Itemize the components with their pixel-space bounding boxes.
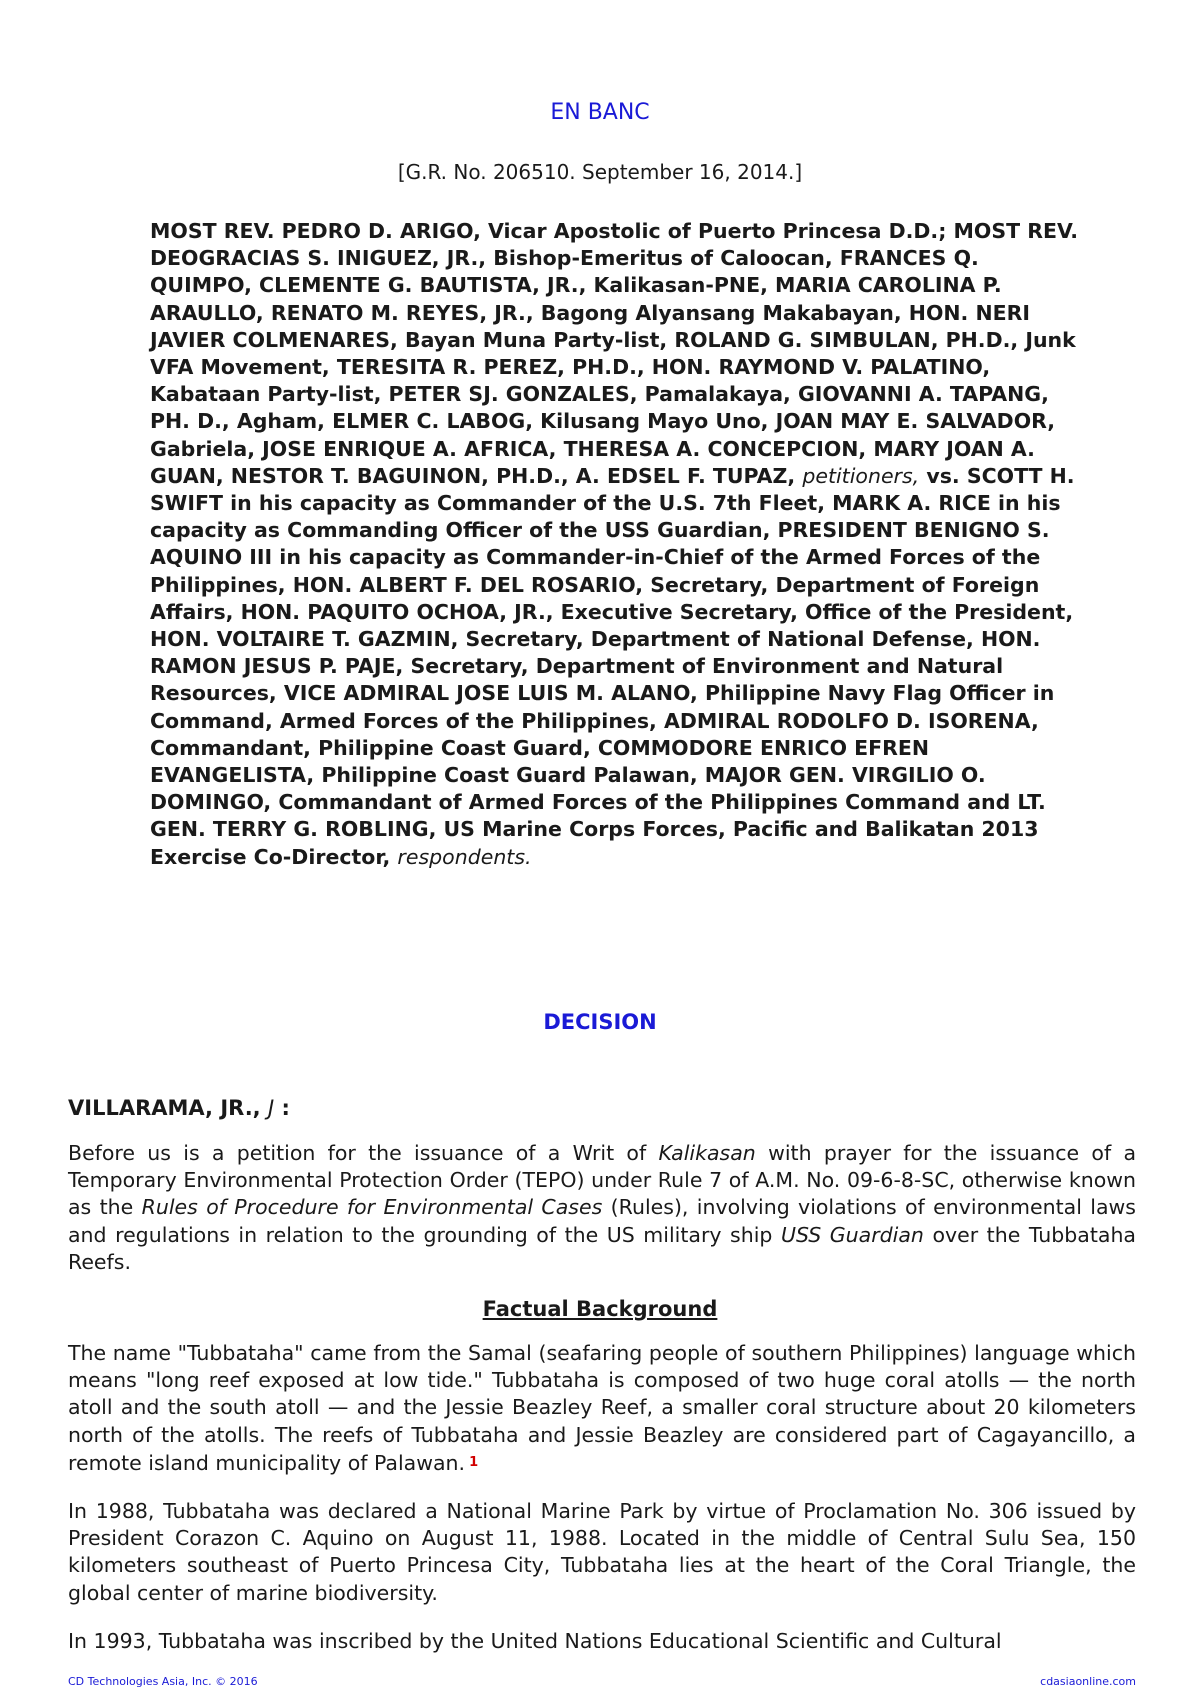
petitioners-names: MOST REV. PEDRO D. ARIGO, Vicar Apostolic of Puerto Princesa D.D.; MOST REV. DEOGRACIAS S. INIGUEZ, JR., Bishop-Emeritus of Caloocan, FRANCES Q. QUIMPO, CLEMENTE G. BAUTISTA, JR., Kalikasan-PNE, MARIA CAROLINA P. ARAULLO, RENATO M. REYES, JR., Bagong Alyansang Makabayan, HON. NERI JAVIER COLMENARES, Bayan Muna Party-list, ROLAND G. SIMBULAN, PH.D., Junk VFA Movement, TERESITA R. PEREZ, PH.D., HON. RAYMOND V. PALATINO, Kabataan Party-list, PETER SJ. GONZALES, Pamalakaya, GIOVANNI A. TAPANG, PH. D., Agham, ELMER C. LABOG, Kilusang Mayo Uno, JOAN MAY E. SALVADOR, Gabriela, JOSE ENRIQUE A. AFRICA, THERESA A. CONCEPCION, MARY JOAN A. GUAN, NESTOR T. BAGUINON, PH.D., A. EDSEL F. TUPAZ, (150, 219, 1079, 488)
ponente (68, 1096, 290, 1120)
paragraph-intro (68, 1140, 1136, 1276)
paragraph-marine-park: In 1988, Tubbataha was declared a National Marine Park by virtue of Proclamation No. 306 issued by President Corazon C. Aquino on August 11, 1988. Located in the middle of Central Sulu Sea, 150 kilometers southeast of Puerto Princesa City, Tubbataha lies at the heart of the Coral Triangle, the global center of marine biodiversity. (68, 1499, 1136, 1605)
paragraph-text: over the Tubbataha Reefs. (68, 1222, 1136, 1274)
ponente-colon: : (274, 1096, 290, 1120)
division-heading: EN BANC (550, 100, 650, 125)
footer-copyright: CD Technologies Asia, Inc. © 2016 (68, 1675, 258, 1688)
case-parties (150, 218, 1080, 871)
paragraph-italic: Kalikasan (658, 1141, 756, 1165)
petitioners-label: petitioners, (802, 463, 920, 488)
paragraph-tubbataha-name (68, 1340, 1136, 1477)
ponente-name: VILLARAMA, JR., (68, 1096, 261, 1120)
case-number: [G.R. No. 206510. September 16, 2014.] (397, 160, 803, 184)
section-heading: Factual Background (482, 1297, 718, 1321)
footnote-link[interactable]: 1 (469, 1454, 479, 1470)
footer-website: cdasiaonline.com (1040, 1675, 1136, 1688)
ponente-title: J (267, 1096, 275, 1120)
paragraph-text: (Rules), involving violations of environmental laws and regulations in relation to the grounding of the US military ship (68, 1195, 1136, 1247)
paragraph-italic: USS Guardian (780, 1222, 924, 1247)
paragraph-text: with prayer for the issuance of a Temporary Environmental Protection Order (TEPO) under Rule 7 of A.M. No. 09-6-8-SC, otherwise known as the (68, 1141, 1137, 1220)
respondents-label: respondents. (397, 844, 532, 869)
paragraph-text: The name "Tubbataha" came from the Samal (seafaring people of southern Philippines) language which means "long reef exposed at low tide." Tubbataha is composed of two huge coral atolls — the north atoll and the south atoll — and the Jessie Beazley Reef, a smaller coral structure about 20 kilometers north of the atolls. The reefs of Tubbataha and Jessie Beazley are considered part of Cagayancillo, a remote island municipality of Palawan. (68, 1341, 1136, 1475)
respondents-names: SCOTT H. SWIFT in his capacity as Commander of the U.S. 7th Fleet, MARK A. RICE in his capacity as Commanding Officer of the USS Guardian, PRESIDENT BENIGNO S. AQUINO III in his capacity as Commander-in-Chief of the Armed Forces of the Philippines, HON. ALBERT F. DEL ROSARIO, Secretary, Department of Foreign Affairs, HON. PAQUITO OCHOA, JR., Executive Secretary, Office of the President, HON. VOLTAIRE T. GAZMIN, Secretary, Department of National Defense, HON. RAMON JESUS P. PAJE, Secretary, Department of Environment and Natural Resources, VICE ADMIRAL JOSE LUIS M. ALANO, Philippine Navy Flag Officer in Command, Armed Forces of the Philippines, ADMIRAL RODOLFO D. ISORENA, Commandant, Philippine Coast Guard, COMMODORE ENRICO EFREN EVANGELISTA, Philippine Coast Guard Palawan, MAJOR GEN. VIRGILIO O. DOMINGO, Commandant of Armed Forces of the Philippines Command and LT. GEN. TERRY G. ROBLING, US Marine Corps Forces, Pacific and Balikatan 2013 Exercise Co-Director, (150, 463, 1075, 869)
versus-label: vs. (926, 463, 960, 488)
paragraph-unesco: In 1993, Tubbataha was inscribed by the United Nations Educational Scientific and Cultural (68, 1629, 1002, 1653)
decision-title: DECISION (543, 1010, 657, 1034)
paragraph-text: Before us is a petition for the issuance of a Writ of (68, 1141, 659, 1165)
paragraph-italic: Rules of Procedure for Environmental Cases (141, 1195, 603, 1220)
